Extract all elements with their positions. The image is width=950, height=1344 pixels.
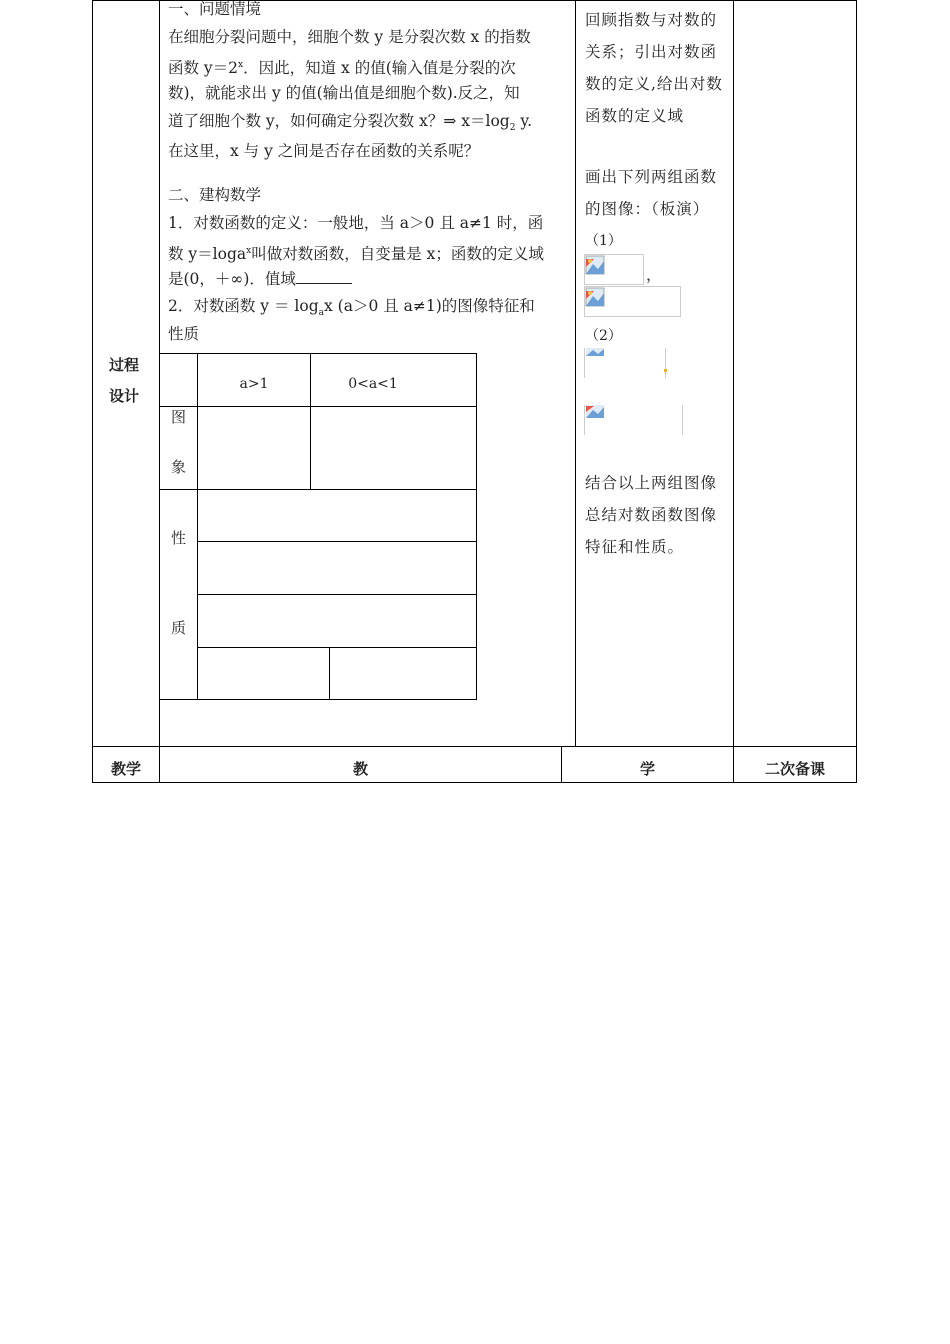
section1-line3: 数)，就能求出 y 的值(输出值是细胞个数).反之，知 — [168, 84, 520, 102]
inner-divider-last — [329, 647, 330, 699]
graph-image-2a — [584, 348, 666, 378]
inner-border-left — [159, 353, 160, 699]
row-property-char1: 性 — [170, 529, 186, 547]
group1-label: （1） — [585, 233, 622, 249]
broken-image-icon — [585, 348, 605, 356]
table-border-right — [856, 0, 857, 783]
graph-image-1b — [584, 286, 681, 317]
definition-line1: 1．对数函数的定义：一般地，当 a＞0 且 a≠1 时，函 — [168, 214, 544, 232]
header-a-greater-1: a>1 — [239, 376, 269, 392]
inner-row-5 — [197, 647, 477, 648]
row-image-char1: 图 — [170, 408, 186, 426]
table-divider-2 — [575, 0, 576, 746]
inner-row-2 — [159, 489, 477, 490]
row-image-char2: 象 — [170, 458, 186, 476]
inner-border-bottom — [159, 699, 477, 700]
section1-line2: 函数 $y=2^x$．因此，知道 x 的值(输入值是分裂的次 — [168, 59, 516, 78]
section1-line1: 在细胞分裂问题中，细胞个数 y 是分裂次数 x 的指数 — [168, 28, 531, 46]
side-note-1: 回顾指数与对数的关系；引出对数函数的定义,给出对数函数的定义域 — [585, 11, 723, 125]
inner-border-top — [159, 353, 477, 354]
broken-image-icon — [585, 405, 605, 418]
footer-cell-teaching: 教学 — [110, 760, 141, 778]
broken-image-icon — [585, 287, 605, 307]
section1-title: 一、问题情境 — [168, 0, 262, 18]
footer-cell-teach: 教 — [352, 760, 368, 778]
table-row-divider — [92, 746, 857, 747]
side-note-2: 画出下列两组函数的图像：（板演） — [585, 168, 718, 218]
section1-line4: 道了细胞个数 y，如何确定分裂次数 x？⇒ $x=\log_2$ y. — [168, 112, 533, 134]
definition-line3: 是(0，＋∞)．值域 — [168, 266, 352, 293]
row-property-char2: 质 — [170, 619, 186, 637]
footer-cell-learn: 学 — [639, 760, 655, 778]
inner-row-1 — [159, 406, 477, 407]
header-a-less-1: 0<a<1 — [348, 376, 398, 392]
group2-label: （2） — [585, 328, 622, 344]
table-border-left — [92, 0, 93, 783]
inner-row-4 — [197, 594, 477, 595]
range-blank — [296, 269, 352, 284]
footer-cell-second-prep: 二次备课 — [764, 760, 825, 778]
side-note-3: 结合以上两组图像总结对数函数图像特征和性质。 — [585, 474, 718, 556]
graph-image-2b — [584, 405, 683, 435]
label-line-1: 过程 — [109, 356, 140, 374]
process-design-label — [109, 350, 139, 412]
table-border-bottom — [92, 782, 857, 783]
marker-dot — [664, 369, 667, 372]
broken-image-icon — [585, 255, 605, 275]
section2-title: 二、建构数学 — [168, 186, 262, 204]
inner-divider-mid — [310, 353, 311, 489]
inner-row-3 — [197, 541, 477, 542]
definition-line2: 数 y＝loga$^x$叫做对数函数，自变量是 x；函数的定义域 — [168, 245, 544, 264]
table-divider-3 — [733, 0, 734, 783]
label-line-2: 设计 — [109, 387, 140, 405]
group1-comma: ， — [646, 266, 662, 284]
section1-line5: 在这里，x 与 y 之间是否存在函数的关系呢？ — [168, 142, 480, 160]
graph-image-1a — [584, 254, 644, 285]
item2-line1: 2．对数函数 $y = \log_ax$ (a＞0 且 a≠1)的图像特征和 — [168, 297, 535, 319]
item2-line2: 性质 — [168, 325, 200, 343]
